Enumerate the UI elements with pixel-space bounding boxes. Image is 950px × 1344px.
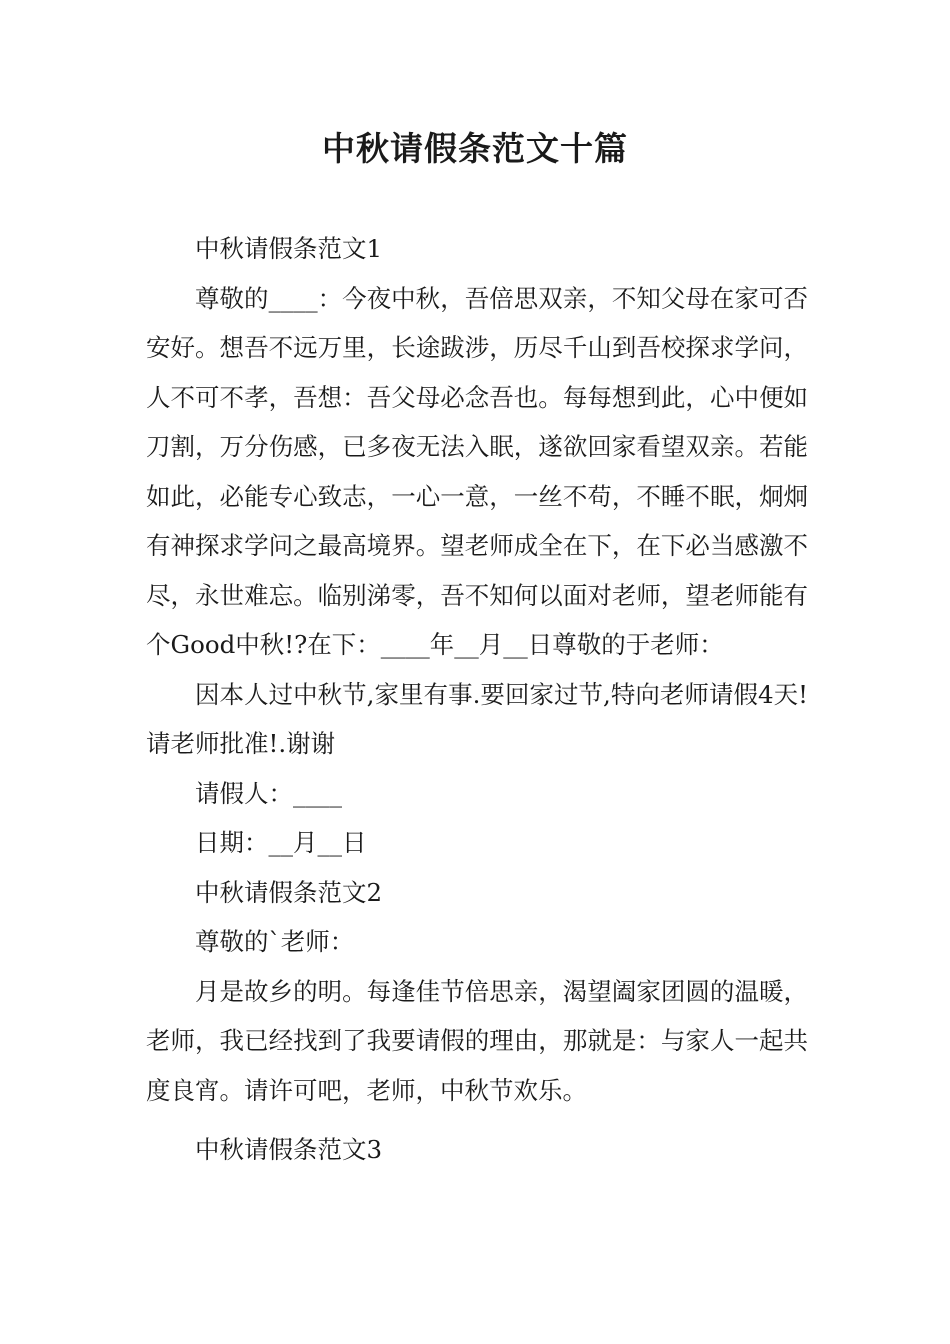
section-heading-1: 中秋请假条范文1 [195,234,383,263]
document-title: 中秋请假条范文十篇 [322,129,628,168]
letter-1-request: 因本人过中秋节,家里有事.要回家过节,特向老师请假4天!请老师批准!.谢谢 [146,679,808,758]
section-heading-3: 中秋请假条范文3 [195,1135,383,1164]
document-body [146,224,808,1175]
letter-1-signer: 请假人：____ [195,778,342,808]
letter-1-date: 日期：__月__日 [195,828,367,857]
section-heading-2: 中秋请假条范文2 [195,877,383,907]
letter-1-paragraph: 尊敬的____：今夜中秋，吾倍思双亲，不知父母在家可否安好。想吾不远万里，长途跋涉，历尽千山到吾校探求学问，人不可不孝，吾想：吾父母必念吾也。每每想到此，心中便如刀割，万分伤感，已多夜无法入眠，遂欲回家看望双亲。若能如此，必能专心致志，一心一意，一丝不苟，不睡不眠，炯炯有神探求学问之最高境界。望老师成全在下，在下必当感激不尽，永世难忘。临别涕零，吾不知何以面对老师，望老师能有个Good中秋!?在下：____年__月__日尊敬的于老师： [146,283,808,659]
letter-2-paragraph: 月是故乡的明。每逢佳节倍思亲，渴望阖家团圆的温暖，老师，我已经找到了我要请假的理由，那就是：与家人一起共度良宵。请许可吧，老师，中秋节欢乐。 [146,976,808,1105]
letter-2-salutation: 尊敬的`老师： [195,927,355,956]
